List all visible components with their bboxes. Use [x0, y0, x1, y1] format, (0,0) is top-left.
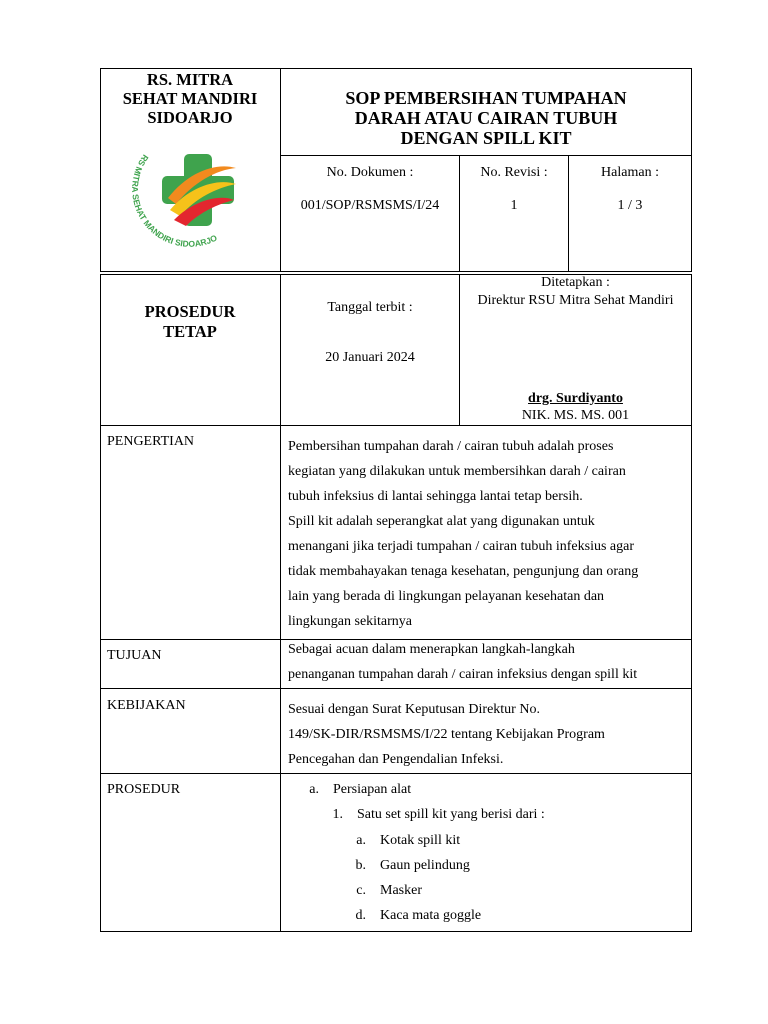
page-value: 1 / 3	[617, 198, 643, 213]
prosedur-item-text: Kaca mata goggle	[380, 908, 482, 923]
sop-title	[281, 88, 691, 148]
pengertian-line: menangani jika terjadi tumpahan / cairan tubuh infeksius agar	[288, 539, 634, 554]
signer-name: drg. Surdiyanto	[528, 391, 623, 406]
prosedur-tetap-line2: TETAP	[163, 322, 217, 341]
approved-by: Direktur RSU Mitra Sehat Mandiri	[477, 293, 674, 308]
prosedur-1-text: Satu set spill kit yang berisi dari :	[357, 807, 545, 822]
pengertian-line: kegiatan yang dilakukan untuk membersihkan darah / cairan	[288, 464, 626, 479]
prosedur-item-marker: d.	[355, 908, 366, 923]
row-divider-4	[100, 773, 692, 774]
prosedur-tetap-line1: PROSEDUR	[144, 302, 236, 321]
tujuan-label: TUJUAN	[107, 648, 162, 663]
page-label: Halaman :	[601, 165, 659, 180]
row-divider-3	[100, 688, 692, 689]
prosedur-item-marker: a.	[356, 833, 366, 848]
issued-date: 20 Januari 2024	[325, 350, 415, 365]
pengertian-line: tubuh infeksius di lantai sehingga lantai tetap bersih.	[288, 489, 583, 504]
issued-label: Tanggal terbit :	[327, 300, 413, 315]
pengertian-line: Pembersihan tumpahan darah / cairan tubuh adalah proses	[288, 439, 614, 454]
tujuan-line: Sebagai acuan dalam menerapkan langkah-langkah	[288, 642, 575, 657]
kebijakan-label: KEBIJAKAN	[107, 698, 186, 713]
prosedur-item-text: Masker	[380, 883, 422, 898]
hospital-name-line1: RS. MITRA	[146, 70, 234, 89]
rev-label: No. Revisi :	[480, 165, 548, 180]
doc-no-value: 001/SOP/RSMSMS/I/24	[300, 198, 440, 213]
doc-no-label: No. Dokumen :	[326, 165, 414, 180]
hospital-name-line3: SIDOARJO	[147, 108, 233, 127]
prosedur-1-marker: 1.	[332, 807, 343, 822]
sop-title-line3: DENGAN SPILL KIT	[400, 128, 572, 148]
kebijakan-line: Sesuai dengan Surat Keputusan Direktur No.	[288, 702, 540, 717]
tujuan-text	[288, 637, 686, 687]
hospital-name	[101, 70, 279, 127]
prosedur-item-text: Kotak spill kit	[380, 833, 461, 848]
pengertian-line: lain yang berada di lingkungan pelayanan kesehatan dan	[288, 589, 605, 604]
prosedur-item-marker: c.	[356, 883, 366, 898]
pengertian-line: tidak membahayakan tenaga kesehatan, pengunjung dan orang	[288, 564, 639, 579]
row-divider-1	[100, 425, 692, 426]
kebijakan-text	[288, 697, 686, 772]
prosedur-label: PROSEDUR	[107, 782, 181, 797]
pengertian-text	[288, 434, 686, 634]
kebijakan-line: Pencegahan dan Pengendalian Infeksi.	[288, 752, 504, 767]
sop-title-line2: DARAH ATAU CAIRAN TUBUH	[354, 108, 618, 128]
prosedur-item-marker: b.	[355, 858, 366, 873]
kebijakan-line: 149/SK-DIR/RSMSMS/I/22 tentang Kebijakan Program	[288, 727, 605, 742]
prosedur-a-marker: a.	[309, 782, 319, 797]
body-label-divider	[280, 274, 281, 932]
hospital-logo	[124, 132, 258, 256]
approved-label: Ditetapkan :	[541, 275, 610, 290]
pengertian-line: lingkungan sekitarnya	[288, 614, 413, 629]
prosedur-tetap-label	[101, 302, 279, 342]
header-title-divider	[280, 155, 692, 156]
pengertian-label: PENGERTIAN	[107, 434, 195, 449]
pengertian-line: Spill kit adalah seperangkat alat yang digunakan untuk	[288, 514, 595, 529]
signer-nik: NIK. MS. MS. 001	[521, 408, 630, 423]
tujuan-line: penanganan tumpahan darah / cairan infeksius dengan spill kit	[288, 667, 638, 682]
sop-title-line1: SOP PEMBERSIHAN TUMPAHAN	[345, 88, 627, 108]
prosedur-a-text: Persiapan alat	[333, 782, 412, 797]
rev-value: 1	[510, 198, 518, 213]
hospital-name-line2: SEHAT MANDIRI	[122, 89, 258, 108]
prosedur-item-text: Gaun pelindung	[380, 858, 470, 873]
logo-text: RS MITRA SEHAT MANDIRI SIDOARJO	[130, 152, 219, 249]
